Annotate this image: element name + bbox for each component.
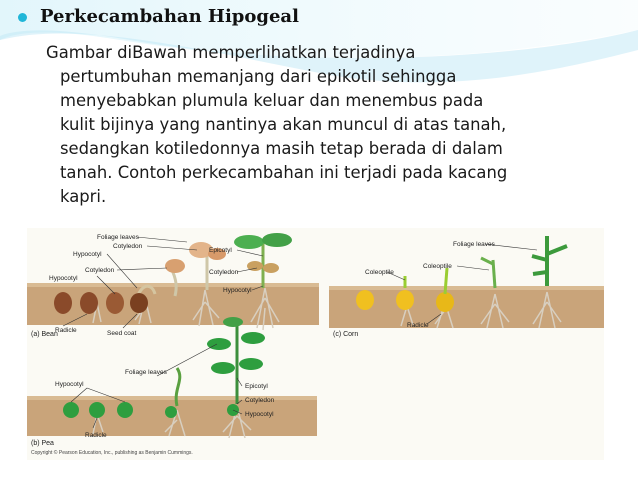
label-hypocotyl-bean-lower: Hypocotyl [49,275,78,282]
label-epicotyl-pea: Epicotyl [245,383,268,390]
label-cotyledon-bean-top: Cotyledon [113,243,143,250]
paragraph-line: kulit bijinya yang nantinya akan muncul di atas tanah, [60,115,507,134]
germination-figure [27,228,604,460]
label-hypocotyl-pea-right: Hypocotyl [245,411,274,418]
label-radicle-pea: Radicle [85,432,107,439]
label-cotyledon-bean-right: Cotyledon [209,269,239,276]
label-foliage-leaves-bean: Foliage leaves [97,234,139,241]
label-radicle-bean: Radicle [55,327,77,334]
bullet-icon [18,13,27,22]
label-hypocotyl-bean: Hypocotyl [73,251,102,258]
caption-corn: (c) Corn [333,331,359,338]
label-hypocotyl-bean-right: Hypocotyl [223,287,252,294]
slide-title: Perkecambahan Hipogeal [40,6,299,27]
paragraph-line: Gambar diBawah memperlihatkan terjadinya [46,43,416,62]
label-radicle-corn: Radicle [407,322,429,329]
label-foliage-leaves-corn: Foliage leaves [453,241,495,248]
label-seed-coat-bean: Seed coat [107,330,137,337]
caption-pea: (b) Pea [31,440,54,447]
label-foliage-leaves-pea: Foliage leaves [125,369,167,376]
label-coleoptile-corn-right: Coleoptile [423,263,452,270]
paragraph-line: pertumbuhan memanjang dari epikotil sehingga [60,67,457,86]
paragraph-line: tanah. Contoh perkecambahan ini terjadi pada kacang [60,163,508,182]
paragraph-line: sedangkan kotiledonnya masih tetap berada di dalam [60,139,503,158]
body-paragraph [46,41,626,209]
label-cotyledon-pea: Cotyledon [245,397,275,404]
label-coleoptile-corn-left: Coleoptile [365,269,394,276]
label-cotyledon-bean-mid: Cotyledon [85,267,115,274]
label-epicotyl-bean: Epicotyl [209,247,232,254]
copyright-text: Copyright © Pearson Education, Inc., publishing as Benjamin Cummings. [31,450,193,456]
label-hypocotyl-pea: Hypocotyl [55,381,84,388]
caption-bean: (a) Bean [31,331,58,338]
paragraph-line: kapri. [60,187,107,206]
paragraph-line: menyebabkan plumula keluar dan menembus pada [60,91,484,110]
